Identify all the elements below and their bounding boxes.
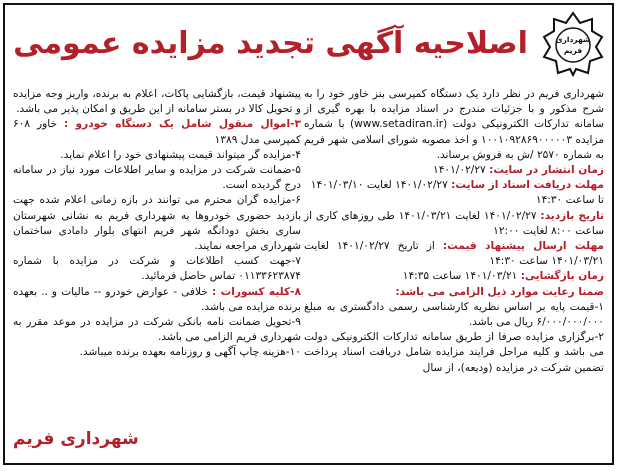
svg-text:فریم: فریم [563,46,583,55]
condition-item-5: ۵-ضمانت شرکت در مزایده و سایر اطلاعات مورد نیاز در سامانه درج گردیده است. [13,164,301,192]
notice-title: اصلاحیه آگهی تجدید مزایده عمومی [13,25,528,61]
condition-item-2: ۲-برگزاری مزایده صرفا از طریق سامانه تدارکات الکترونیکی دولت می باشد و کلیه مراحل فرایند مزایده شامل دریافت اسناد پرداخت تضمین شرکت در مزایده (ودیعه)، از سال [304,331,604,374]
condition-item-10: ۱۰-هزینه چاپ آگهی و روزنامه بعهده برنده میباشد. [79,346,301,359]
header [11,9,606,79]
condition-item-7: ۷-جهت کسب اطلاعات و شرکت در مزایده با شماره ۰۱۱۳۳۶۲۳۸۷۴ تماس حاصل فرمائید. [13,255,301,283]
bid-line: مهلت ارسال پیشنهاد قیمت: از تاریخ ۱۴۰۱/۰۲/۲۷ لغایت ۱۴۰۱/۰۳/۲۱ ساعت ۱۴:۳۰ [304,240,604,268]
municipality-emblem [542,11,604,77]
condition-item-4: ۴-مزایده گر میتواند قیمت پیشنهادی خود را اعلام نماید. [60,148,301,161]
condition-item-6: ۶-مزایده گران محترم می توانند در بازه زمانی اعلام شده جهت بازدید حضوری خودروها به شهرداری فریم به نشانی شهرستان ساری بخش دودانگه شهر فریم انتهای بلوار دامادی ساختمان شهرداری مراجعه نمایند. [13,194,301,253]
visit-line: تاریخ بازدید: ۱۴۰۱/۰۲/۲۷ لغایت ۱۴۰۱/۰۳/۲۱ طی روزهای کاری از ساعت ۸:۰۰ لغایت ۱۲:۰۰ [304,209,604,237]
deadline-line: مهلت دریافت اسناد از سایت: ۱۴۰۱/۰۲/۲۷ لغایت ۱۴۰۱/۰۳/۱۰ [310,179,604,192]
opening-line: زمان بازگشایی: ۱۴۰۱/۰۳/۲۱ ساعت ۱۴:۳۵ [402,270,604,283]
signature: شهرداری فریم [13,429,139,449]
left-column [13,87,301,457]
svg-text:شهرداری: شهرداری [555,35,591,44]
notice-page [3,3,614,465]
deadline-time: تا ساعت ۱۴:۳۰ [535,194,604,207]
condition-item-1: ۱-قیمت پایه بر اساس نظریه کارشناسی رسمی دادگستری به مبلغ ۶/۰۰۰/۰۰۰/۰۰۰ ریال می باشد. [304,300,604,329]
right-column [304,87,604,457]
condition-item-3: ۳-اموال منقول شامل یک دستگاه خودرو : خاور ۶۰۸ کمپرسی مدل ۱۳۸۹ [13,118,301,146]
intro-paragraph: شهرداری فریم در نظر دارد یک دستگاه کمپرسی بنز خاور خود را به شرح مذکور و با جزئیات مندرج در اسناد مزایده با بهره گیری از سامانه تدارکات الکترونیکی دولت (www.setadiran.ir) با شماره مزایده ۱۰۰۱۰۹۲۸۶۹۰۰۰۰۰۳ و اخذ مصوبه شورای اسلامی شهر فریم به شماره ۲۵۷۰ /ش به فروش برساند. [304,88,604,161]
condition-item-8: ۸-کلیه کسورات : خلافی - عوارض خودرو -- مالیات و .. بعهده برنده مزایده می باشد. [13,285,302,313]
item2-continuation: پیشنهاد قیمت، بازگشایی پاکات، اعلام به برنده، واریز وجه مزایده و تحویل کالا در بستر سامانه از این طریق و امکان پذیر می باشد. [13,88,301,116]
publish-line: زمان انتشار در سایت: ۱۴۰۱/۰۲/۲۷ [433,164,604,177]
conditions-heading: ضمنا رعایت موارد ذیل الزامی می باشد: [395,285,604,298]
condition-item-9: ۹-تحویل ضمانت نامه بانکی شرکت در مزایده در موعد مقرر به شهرداری فریم الزامی می باشد. [13,316,301,344]
